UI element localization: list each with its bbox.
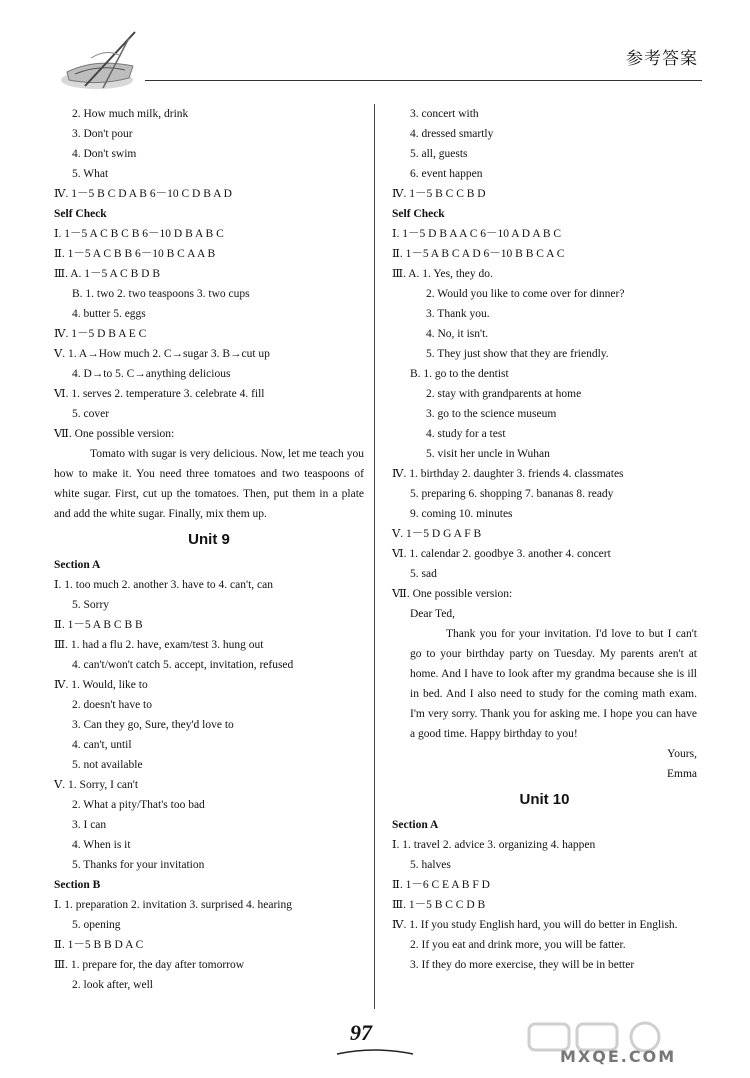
section-heading: Section A (54, 559, 101, 571)
answer-line: 5. What (72, 168, 109, 180)
answer-line: 4. D→to 5. C→anything delicious (72, 368, 231, 380)
section-heading: Self Check (54, 208, 107, 220)
answer-line: Ⅰ. 1－5 A C B C B 6－10 D B A B C (54, 228, 224, 240)
answer-line: 5. cover (72, 408, 110, 420)
answer-line: Ⅱ. 1－5 A B C A D 6－10 B B C A C (392, 248, 565, 260)
answer-line: Ⅳ. 1. Would, like to (54, 679, 148, 691)
answer-paragraph: Tomato with sugar is very delicious. Now, let me teach you how to make it. You need three tomatoes and two teaspoons of white sugar. First, cut up the tomatoes. Then, put them in a plate and add the white sugar. Finally, mix them up. (54, 448, 364, 520)
answer-line: Ⅳ. 1－5 D B A E C (54, 328, 147, 340)
header-rule (145, 80, 702, 81)
answer-line: Ⅲ. 1. had a flu 2. have, exam/test 3. hung out (54, 639, 264, 651)
answer-line: Ⅰ. 1－5 D B A A C 6－10 A D A B C (392, 228, 562, 240)
answer-line: 5. not available (72, 759, 143, 771)
watermark-text: MXQE.COM (560, 1047, 677, 1066)
answer-line: 3. Thank you. (426, 308, 490, 320)
answer-line: 4. can't/won't catch 5. accept, invitation, refused (72, 659, 294, 671)
answer-line: Ⅴ. 1－5 D G A F B (392, 528, 482, 540)
answer-line: Ⅴ. 1. A→How much 2. C→sugar 3. B→cut up (54, 348, 270, 360)
page-header (0, 0, 750, 100)
answer-line: Dear Ted, (410, 608, 455, 620)
answer-line: 3. I can (72, 819, 107, 831)
answer-line: 4. butter 5. eggs (72, 308, 146, 320)
answer-line: 5. halves (410, 859, 451, 871)
letter-signature: Yours, (667, 748, 697, 760)
answer-line: 3. Can they go, Sure, they'd love to (72, 719, 234, 731)
answer-line: 5. Thanks for your invitation (72, 859, 205, 871)
answer-line: Ⅵ. 1. calendar 2. goodbye 3. another 4. concert (392, 548, 611, 560)
answer-line: 4. No, it isn't. (426, 328, 489, 340)
answer-line: 3. Don't pour (72, 128, 133, 140)
answer-line: 2. How much milk, drink (72, 108, 189, 120)
answer-line: 2. Would you like to come over for dinner? (426, 288, 625, 300)
answer-line: 5. all, guests (410, 148, 468, 160)
unit-title: Unit 10 (519, 791, 570, 808)
answer-line: Ⅳ. 1－5 B C C B D (392, 188, 486, 200)
answer-line: Ⅰ. 1. too much 2. another 3. have to 4. can't, can (54, 579, 273, 591)
answer-line: 4. Don't swim (72, 148, 137, 160)
section-heading: Self Check (392, 208, 445, 220)
column-divider (374, 104, 375, 1009)
right-column (392, 104, 697, 975)
section-heading: Section A (392, 819, 439, 831)
answer-line: Ⅲ. 1－5 B C C D B (392, 899, 486, 911)
answer-line: 5. Sorry (72, 599, 110, 611)
answer-line: 3. go to the science museum (426, 408, 557, 420)
page-number-swash-icon (335, 1044, 415, 1058)
answer-line: 2. If you eat and drink more, you will be fatter. (410, 939, 626, 951)
answer-line: 4. study for a test (426, 428, 506, 440)
answer-line: 6. event happen (410, 168, 483, 180)
answer-line: 3. If they do more exercise, they will be in better (410, 959, 635, 971)
answer-line: 5. preparing 6. shopping 7. bananas 8. ready (410, 488, 614, 500)
letter-signature: Emma (666, 768, 697, 780)
answer-line: Ⅳ. 1－5 B C D A B 6－10 C D B A D (54, 188, 232, 200)
answer-line: Ⅱ. 1－5 B B D A C (54, 939, 144, 951)
answer-line: Ⅲ. 1. prepare for, the day after tomorrow (54, 959, 245, 971)
answer-line: Ⅰ. 1. preparation 2. invitation 3. surprised 4. hearing (54, 899, 293, 911)
answer-line: 5. visit her uncle in Wuhan (426, 448, 550, 460)
answer-paragraph: Ⅳ. 1. If you study English hard, you will do better in English. (392, 919, 678, 931)
pen-sketch-logo-icon (55, 28, 145, 94)
answer-paragraph: Thank you for your invitation. I'd love to but I can't go to your birthday party on Tuesday. My parents aren't at home. And I have to look after my grandma because she is ill in bed. And I also need to study for the coming math exam. I'm very sorry. Thank you for asking me. I hope you can have a good time. Happy birthday to you! (410, 628, 697, 740)
answer-line: 4. When is it (72, 839, 131, 851)
answer-line: Ⅱ. 1－5 A B C B B (54, 619, 143, 631)
answer-line: Ⅴ. 1. Sorry, I can't (54, 779, 139, 791)
answer-line: Ⅰ. 1. travel 2. advice 3. organizing 4. happen (392, 839, 596, 851)
answer-line: Ⅲ. A. 1. Yes, they do. (392, 268, 493, 280)
left-column (54, 104, 364, 995)
answer-line: 4. can't, until (72, 739, 132, 751)
header-title: 参考答案 (626, 49, 698, 69)
answer-line: 5. They just show that they are friendly. (426, 348, 609, 360)
answer-line: 5. opening (72, 919, 121, 931)
answer-line: Ⅳ. 1. birthday 2. daughter 3. friends 4. classmates (392, 468, 624, 480)
answer-line: Ⅱ. 1－5 A C B B 6－10 B C A A B (54, 248, 216, 260)
answer-line: 2. look after, well (72, 979, 153, 991)
answer-line: B. 1. two 2. two teaspoons 3. two cups (72, 288, 250, 300)
answer-line: 9. coming 10. minutes (410, 508, 513, 520)
answer-line: Ⅵ. 1. serves 2. temperature 3. celebrate 4. fill (54, 388, 265, 400)
answer-line: 3. concert with (410, 108, 479, 120)
answer-line: 2. What a pity/That's too bad (72, 799, 205, 811)
answer-line: 4. dressed smartly (410, 128, 494, 140)
answer-line: Ⅶ. One possible version: (392, 588, 513, 600)
answer-line: B. 1. go to the dentist (410, 368, 509, 380)
answer-line: 2. doesn't have to (72, 699, 153, 711)
page-number: 97 (350, 1020, 372, 1045)
answer-line: 2. stay with grandparents at home (426, 388, 582, 400)
answer-line: Ⅶ. One possible version: (54, 428, 175, 440)
answer-line: Ⅱ. 1－6 C E A B F D (392, 879, 490, 891)
answer-line: Ⅲ. A. 1－5 A C B D B (54, 268, 160, 280)
unit-title: Unit 9 (188, 531, 230, 548)
answer-line: 5. sad (410, 568, 437, 580)
section-heading: Section B (54, 879, 101, 891)
